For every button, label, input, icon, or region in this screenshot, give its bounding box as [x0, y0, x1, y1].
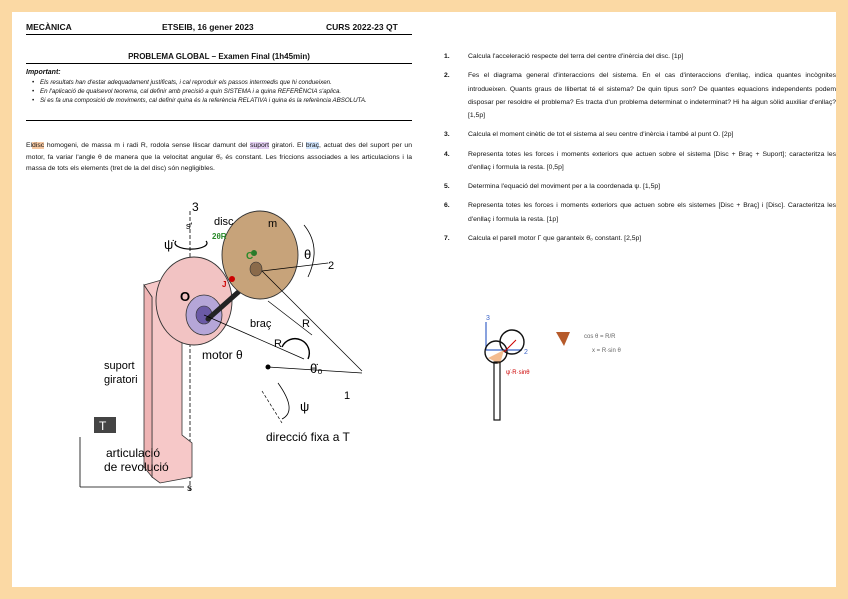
psi-label: ψ	[300, 399, 310, 414]
r-label: R	[274, 338, 282, 350]
s-prime-label: s'	[186, 221, 193, 231]
question-text: Representa totes les forces i moments exteriors que actuen sobre el sistema [Disc + Braç + Suport]; caracteritza les d'enllaç i formula la resta. [0,5p]	[468, 150, 836, 171]
problem-statement	[26, 140, 412, 175]
question-number: 1.	[444, 53, 450, 60]
question-number: 7.	[444, 234, 450, 242]
psi-arc	[278, 383, 289, 419]
articulation-label: articulació	[106, 446, 161, 460]
question-item	[444, 232, 836, 245]
important-item: • Els resultats han d'estar adequadament justificats, i cal reproduir els passos intermedis que hi condueixen.	[32, 79, 412, 88]
sketch-triangle-icon	[556, 332, 570, 346]
important-list	[32, 79, 412, 106]
sketch-equation: cos θ = R/R	[584, 334, 616, 340]
question-item	[444, 199, 836, 226]
question-number: 4.	[444, 150, 450, 158]
problem-title: PROBLEMA GLOBAL – Examen Final (1h45min)	[26, 52, 412, 64]
question-text: Representa totes les forces i moments exteriors que actuen sobre els sistemes [Disc + Braç] i [Disc]. Caracteritza les d'enllaç i formula la resta. [1p]	[468, 202, 836, 223]
sketch-equation: x = R·sin θ	[592, 348, 621, 354]
header-course: CURS 2022-23 QT	[326, 22, 398, 32]
header-date: ETSEIB, 16 gener 2023	[162, 22, 254, 32]
intro-text: , actuat des del suport per un motor, fa variar l'angle θ de manera que la velocitat angular θ̇₀ és constant. Les friccions associades a les articulacions i la massa de tots els elements (tret de la del disc) són negligibles.	[26, 142, 412, 173]
important-title: Important:	[26, 69, 61, 76]
question-text: Calcula el moment cinètic de tot el sistema al seu centre d'inèrcia i també al punt O. [2p]	[468, 131, 734, 139]
mass-label: m	[268, 218, 278, 230]
intro-text: El	[26, 142, 33, 149]
question-text: Determina l'equació del moviment per a la coordenada ψ. [1,5p]	[468, 183, 661, 190]
arm-label: braç	[250, 318, 272, 330]
support-label: giratori	[104, 374, 138, 386]
question-text: Calcula l'acceleració respecte del terra del centre d'inèrcia del disc. [1p]	[468, 53, 684, 60]
question-item	[444, 148, 836, 175]
articulation-label: de revolució	[104, 460, 169, 474]
question-item	[444, 50, 836, 63]
highlight-suport: suport	[250, 142, 269, 149]
header-subject: MECÀNICA	[26, 22, 72, 32]
intro-text: homogeni, de massa m i radi R, rodola sense lliscar damunt del	[44, 142, 251, 149]
exam-page	[12, 12, 836, 587]
pivot-dot	[266, 365, 271, 370]
mechanism-diagram	[72, 197, 372, 497]
axis-3-label: 3	[192, 200, 199, 214]
theta-dot0-label: θ̇₀	[310, 361, 323, 376]
motor-label: motor θ	[202, 348, 243, 362]
questions-list	[444, 50, 836, 251]
hand-sketch	[474, 310, 674, 422]
psi-dot-label: ψ̇	[164, 237, 174, 252]
theta-label: θ	[304, 247, 312, 262]
question-item	[444, 69, 836, 122]
theta-dot-rotation-icon	[282, 339, 309, 359]
two-r-label: 2θR	[212, 232, 227, 241]
sketch-axis-2-label: 2	[524, 349, 528, 356]
c-label: C	[246, 251, 254, 262]
sketch-axis-3-label: 3	[486, 315, 490, 322]
important-divider	[26, 120, 412, 121]
j-label: J	[222, 280, 227, 289]
s-label: s	[187, 483, 192, 494]
axis-2-label: 2	[328, 260, 335, 272]
important-item: • En l'aplicació de qualsevol teorema, cal definir amb precisió a quin SISTEMA i a quina REFERÈNCIA s'aplica.	[32, 88, 412, 97]
support-label: suport	[104, 360, 135, 372]
question-number: 6.	[444, 202, 450, 210]
question-text: Calcula el parell motor Γ que garanteix θ̇₀ constant. [2,5p]	[468, 234, 642, 242]
header-divider	[26, 34, 412, 35]
question-item	[444, 128, 836, 141]
question-text: Fes el diagrama general d'interaccions del sistema. En el cas d'interaccions d'enllaç, indica quantes incògnites introdueixen. Quants graus de llibertat té el sistema? De quin tipus son? De quantes equacions independents podem disposar per resoldre el problema? Es tracta d'un problema determinat o indeterminat? Hi ha algun sòlid auxiliar d'enllaç? [1,5p]	[468, 72, 836, 119]
highlight-disc: disc	[32, 142, 45, 149]
question-number: 2.	[444, 72, 450, 80]
axis-1-line	[262, 271, 362, 371]
r-label: R	[302, 318, 310, 330]
t-label: T	[99, 419, 107, 433]
fixed-direction-label: direcció fixa a T	[266, 430, 350, 444]
highlight-brac: braç	[305, 142, 320, 149]
contact-point-j	[229, 276, 235, 282]
axis-1-label: 1	[344, 390, 351, 402]
important-item: • Si es fa una composició de moviments, cal definir quina és la referència RELATIVA i quina és la referència ABSOLUTA.	[32, 97, 412, 106]
question-number: 5.	[444, 183, 450, 190]
disc-center	[250, 262, 262, 276]
o-label: O	[180, 289, 191, 304]
sketch-support	[494, 362, 500, 420]
intro-text: giratori. El	[268, 142, 306, 149]
sketch-velocity-label: ψ̇·R·sinθ	[506, 370, 530, 376]
question-item	[444, 180, 836, 193]
psi-dot-rotation-icon	[175, 241, 207, 249]
disc-label: disc	[214, 216, 234, 228]
fixed-direction-line	[262, 391, 282, 423]
question-number: 3.	[444, 131, 450, 139]
